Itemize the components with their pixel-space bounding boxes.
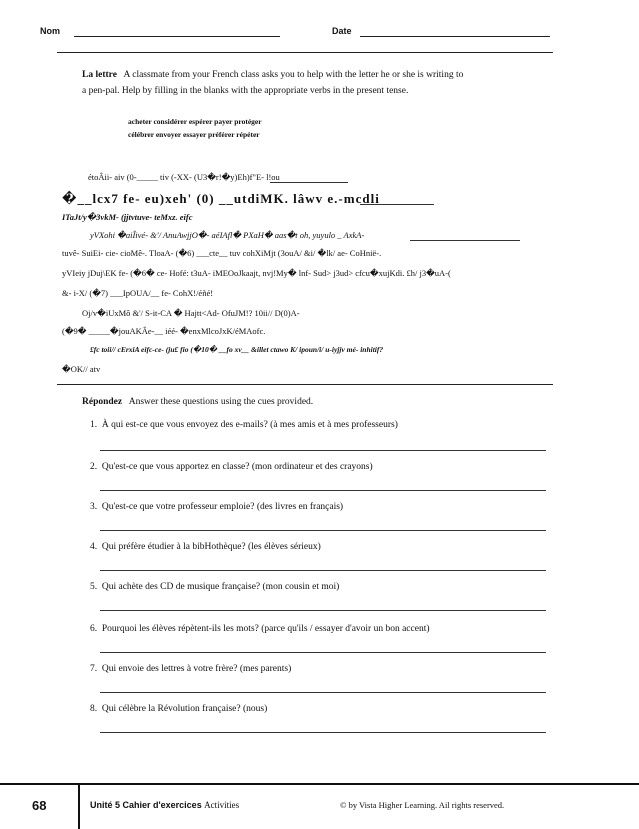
exercise-instructions-2: a pen-pal. Help by filling in the blanks with the appropriate verbs in the present tense. xyxy=(82,86,409,96)
section-divider-middle xyxy=(57,384,553,385)
answer-line-6[interactable] xyxy=(100,652,546,653)
name-label: Nom xyxy=(40,26,60,36)
letter-line: tuvê- SuiEi- cie- cioMê-. TloaA- (�6) ___cte__ tuv cohXiMjt (3ouA/ &i/ �lk/ ae- CoHnië-. xyxy=(62,248,382,258)
letter-line: Oj/v�iUxMô &'/ S-it-CA � Hajtt<Ad- OfuJM!? 10ii// D(0)A- xyxy=(82,308,300,318)
name-field-line[interactable] xyxy=(74,36,280,37)
question-7: 7. Qui envoie des lettres à votre frère? (mes parents) xyxy=(90,664,292,674)
date-label: Date xyxy=(332,26,352,36)
letter-line: ITaJt/y�3vkM- (jjtvtuve- teMxz. eifc xyxy=(62,212,193,222)
letter-line: �__lcx7 fe- eu)xeh' (0) __utdiMK. lâwv e.-mcdli xyxy=(62,191,380,206)
reponse-title-line xyxy=(82,397,313,407)
answer-line-4[interactable] xyxy=(100,570,546,571)
verb-bank-line-2: célébrer envoyer essayer préférer répéter xyxy=(128,130,260,139)
letter-line: £fc toii// cErxiA eifc-ce- (ju£ fio (�10� __fo xv__ &illet ctawo K/ ipoun/i/ u-iyjjv mé- inhitif? xyxy=(90,345,384,354)
exercise-title-line xyxy=(82,70,463,80)
question-1: 1. À qui est-ce que vous envoyez des e-mails? (à mes amis et à mes professeurs) xyxy=(90,420,398,430)
question-8: 8. Qui célèbre la Révolution française? (nous) xyxy=(90,704,268,714)
date-field-line[interactable] xyxy=(360,36,550,37)
question-4: 4. Qui préfère étudier à la bibHothèque? (les élèves sérieux) xyxy=(90,542,321,552)
answer-line-3[interactable] xyxy=(100,530,546,531)
page-number: 68 xyxy=(32,798,47,813)
section-divider-top xyxy=(57,52,553,53)
footer-copyright: © by Vista Higher Learning. Ail rights reserved. xyxy=(340,800,505,810)
letter-line: yVXohi �aiÎivé- &'/ AnuAwjjO�- aéIAfl� PXaH� aas�t oh, yuyulo _ AxkA- xyxy=(90,230,365,240)
question-6: 6. Pourquoi les élèves répètent-ils les mots? (parce qu'ils / essayer d'avoir un bon accent) xyxy=(90,624,430,634)
footer-book-subtitle: Activities xyxy=(204,800,240,810)
exercise-title: La lettre xyxy=(82,70,117,80)
answer-line-5[interactable] xyxy=(100,610,546,611)
footer-rule xyxy=(0,783,639,785)
answer-line-8[interactable] xyxy=(100,732,546,733)
question-5: 5. Qui achète des CD de musique française? (mon cousin et moi) xyxy=(90,582,340,592)
exercise-instructions-1: A classmate from your French class asks you to help with the letter he or she is writing to xyxy=(123,70,464,80)
question-2: 2. Qu'est-ce que vous apportez en classe? (mon ordinateur et des crayons) xyxy=(90,462,373,472)
footer-book-title-line xyxy=(90,800,239,811)
question-3: 3. Qu'est-ce que votre professeur emploie? (des livres en français) xyxy=(90,502,344,512)
verb-bank-line-1: acheter considérer espérer payer protéger xyxy=(128,117,262,126)
footer-book-title: Unité 5 Cahier d'exercices xyxy=(90,800,202,810)
footer-separator xyxy=(78,783,80,829)
blank-3[interactable] xyxy=(410,240,520,241)
reponse-title: Répondez xyxy=(82,397,123,407)
reponse-instructions: Answer these questions using the cues provided. xyxy=(128,397,314,407)
answer-line-2[interactable] xyxy=(100,490,546,491)
letter-line: �OK// atv xyxy=(62,364,101,374)
blank-1[interactable] xyxy=(270,182,348,183)
blank-2[interactable] xyxy=(360,204,434,205)
letter-line: &- i-X/ (�7) ___IpOUA/__ fe- CohX!/éñé! xyxy=(62,288,214,298)
answer-line-7[interactable] xyxy=(100,692,546,693)
letter-line: étoÂii- aiv (0-_____ tiv (-XX- (U3�r!�y)Eh)f"E- l!ou xyxy=(88,172,280,182)
answer-line-1[interactable] xyxy=(100,450,546,451)
letter-line: yVIeiy jDuj\EK fe- (�6� ce- Hofé: t3uA- iMEOoJkaajt, nvj!My� lnf- Sud> j3ud> cfcu�xujKdi. £h/ j3�uA-( xyxy=(62,268,451,278)
letter-line: (�9� _____�jouAKÂe-__ iéé- �enxMlcoJxK/éMAofc. xyxy=(62,326,266,336)
